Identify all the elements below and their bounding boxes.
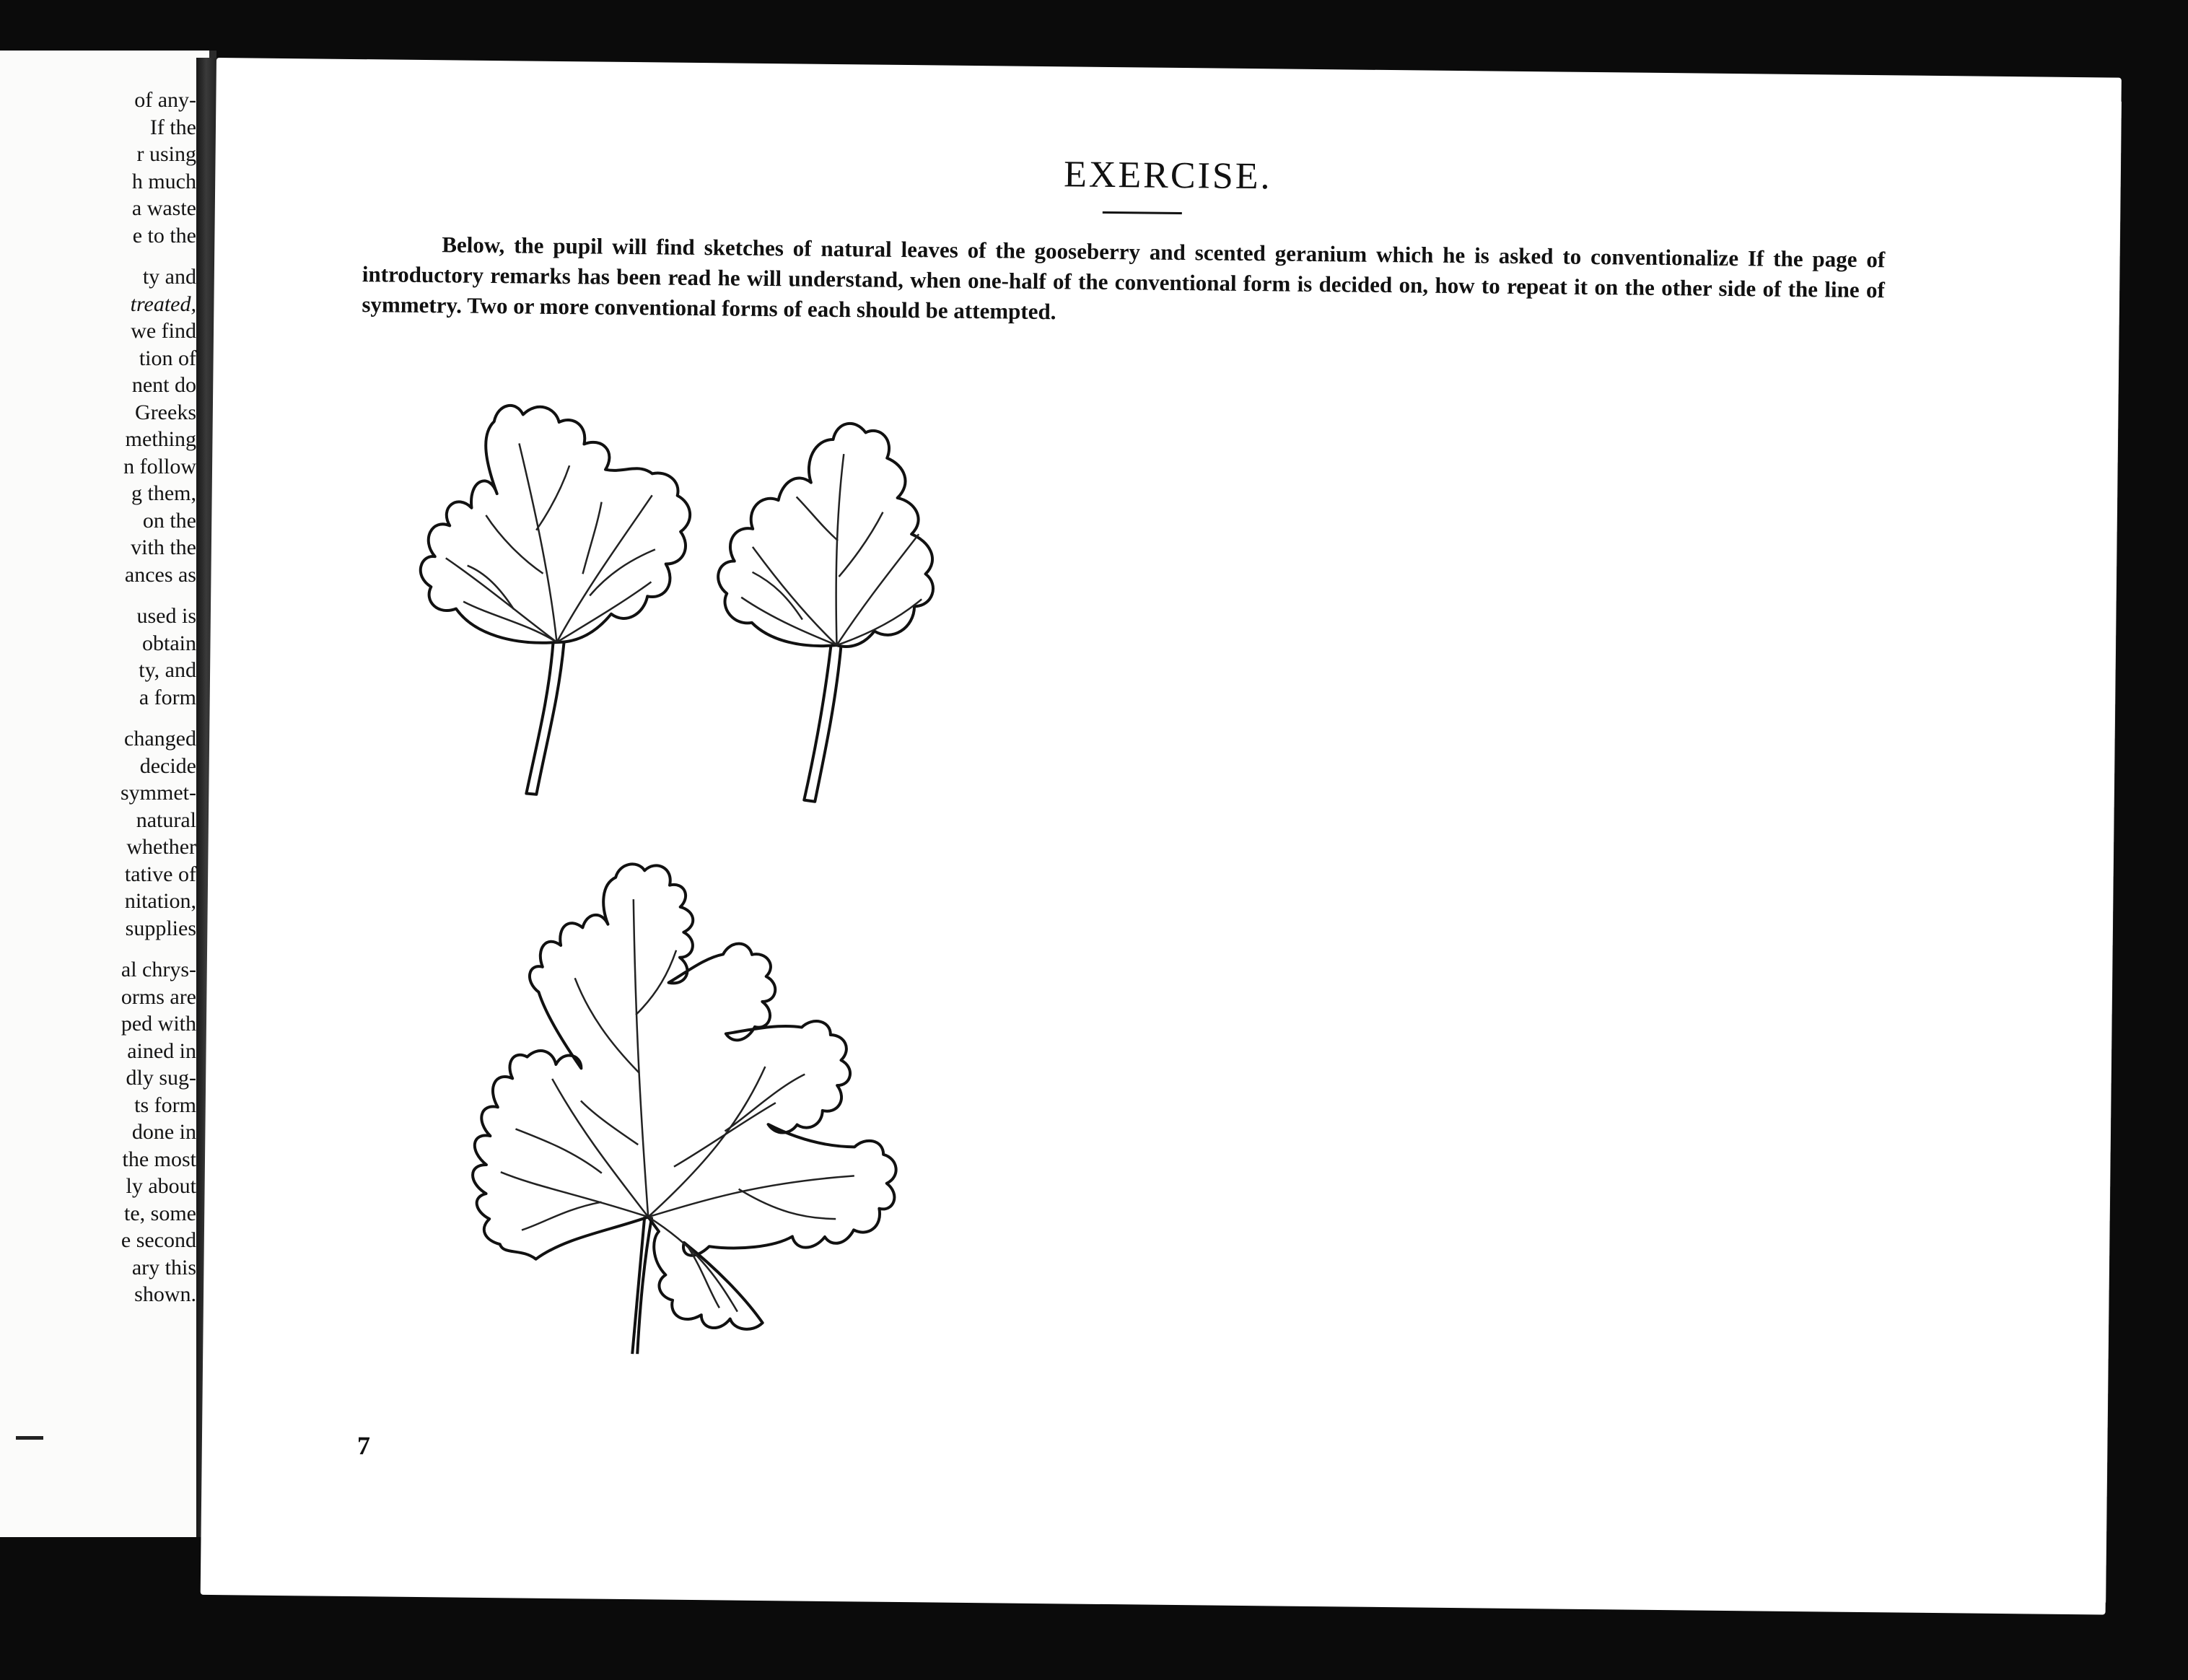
geranium-leaf	[434, 854, 929, 1364]
previous-page-line: whether	[126, 835, 196, 859]
previous-page-line: shown.	[134, 1282, 196, 1306]
exercise-instructions: Below, the pupil will find sketches of natural leaves of the gooseberry and scented geranium which he is asked to conventionalize If the page of introductory remarks has been read he will understand, when one-half of the conventional form is decided on, how to repeat it on the other side of the line of symmetry. Two or more conventional forms of each should be attempted.	[362, 232, 1886, 325]
previous-page-line: orms are	[121, 984, 196, 1009]
previous-page-line: a waste	[131, 196, 196, 220]
previous-page-line: vith the	[131, 535, 196, 559]
title-underline	[1103, 211, 1182, 214]
previous-page-line: ty and	[142, 265, 196, 289]
leaf-icon	[699, 409, 1007, 816]
gooseberry-leaf-2	[699, 409, 1007, 816]
previous-page-line: ances as	[124, 562, 196, 587]
leaf-icon	[434, 854, 929, 1364]
page-title: EXERCISE.	[1063, 154, 1272, 198]
previous-page-line: ary this	[131, 1255, 196, 1279]
previous-page-line: done in	[131, 1120, 196, 1144]
previous-page-line: e to the	[132, 223, 196, 248]
previous-page-line: al chrys-	[121, 958, 196, 981]
previous-page-dash	[16, 1436, 43, 1440]
previous-page-line: a form	[139, 685, 196, 709]
previous-page-line: supplies	[125, 916, 196, 940]
current-page	[201, 58, 2122, 1615]
previous-page-line: nitation,	[124, 889, 196, 913]
previous-page-line: mething	[125, 427, 196, 451]
previous-page-line: ped with	[121, 1012, 196, 1036]
page-number: 7	[356, 1431, 371, 1461]
previous-page-line: tative of	[124, 862, 196, 886]
previous-page-line: r using	[136, 142, 196, 166]
previous-page-line: Greeks	[135, 400, 196, 424]
gooseberry-leaf-1	[403, 392, 711, 806]
previous-page-line: g them,	[131, 481, 196, 505]
previous-page-line: ty, and	[139, 658, 196, 682]
previous-page-line: changed	[124, 727, 196, 751]
previous-page-line: nent do	[131, 373, 196, 397]
previous-page-line: dly sug-	[126, 1066, 196, 1090]
previous-page-line: symmet-	[121, 781, 196, 805]
previous-page-line: on the	[142, 508, 196, 533]
previous-page	[0, 51, 216, 1537]
previous-page-line: h much	[131, 169, 196, 193]
previous-page-line: the most	[122, 1147, 196, 1171]
previous-page-line: e second	[121, 1228, 196, 1252]
previous-page-line: n follow	[123, 454, 196, 478]
previous-page-line: tion of	[139, 346, 196, 370]
previous-page-line: ly about	[126, 1174, 196, 1198]
previous-page-line: If the	[149, 115, 196, 139]
previous-page-line: te, some	[124, 1201, 196, 1225]
previous-page-line: decide	[139, 753, 196, 778]
previous-page-line: of any-	[134, 88, 196, 112]
leaf-icon	[403, 392, 711, 806]
previous-page-line: we find	[131, 319, 196, 343]
previous-page-line: ained in	[127, 1038, 196, 1063]
previous-page-line: used is	[136, 604, 196, 628]
previous-page-line: natural	[136, 808, 196, 832]
previous-page-line: obtain	[142, 631, 196, 655]
previous-page-line: ts form	[134, 1093, 196, 1117]
previous-page-line: treated,	[130, 292, 196, 316]
